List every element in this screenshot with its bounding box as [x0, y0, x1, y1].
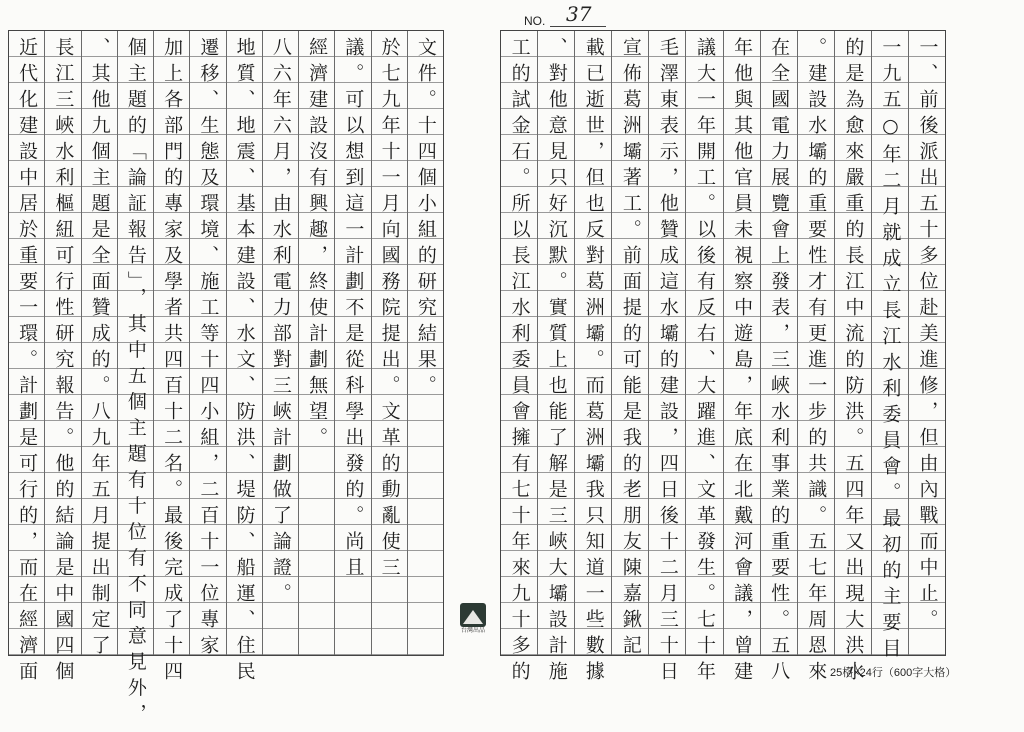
- page-number-label: NO.: [524, 14, 546, 28]
- publisher-logo: [458, 603, 488, 641]
- mountain-logo-icon: [460, 603, 486, 627]
- manuscript-column: 長江三峽水利樞紐可行性研究報告。他的結論是中國四個: [44, 31, 80, 655]
- manuscript-column: 、其他九個主題是全面贊成的。八九年五月提出制定了: [81, 31, 117, 655]
- left-page-grid: [8, 30, 444, 730]
- manuscript-column: 議。可以想到這一計劃不是從科學出發的。尚且: [334, 31, 370, 655]
- manuscript-column: 毛澤東表示，他贊成這水壩的建設，四日後十二月三十日: [648, 31, 685, 655]
- manuscript-column: 一九五○年二月就成立長江水利委員會。最初的主要目: [871, 31, 908, 655]
- manuscript-column: 個主題的「論証報告」，其中五個主題有十位有不同意見外，: [117, 31, 153, 655]
- manuscript-column: 近代化建設中居於重要一環。計劃是可行的，而在經濟面: [9, 31, 44, 655]
- manuscript-column: 經濟建設沒有興趣，終使計劃無望。: [298, 31, 334, 655]
- manuscript-column: 於七九年十一月向國務院提出。文革的動亂使三: [371, 31, 407, 655]
- manuscript-column: 。建設水壩的重要性才有更進一步的共識。五七年周恩來: [797, 31, 834, 655]
- paper-spec-label: 25格×24行（600字大格）: [830, 667, 957, 679]
- manuscript-column: 年他與其他官員未視察中遊島，年底在北戴河會議，曾建: [723, 31, 760, 655]
- manuscript-column: 工的試金石。所以長江水利委員會擁有七十年來九十多的: [501, 31, 537, 655]
- manuscript-column: 文件。十四個小組的研究結果。: [407, 31, 443, 655]
- page-number-underline: [550, 26, 606, 27]
- publisher-logo-caption: 台灣出品: [460, 627, 485, 634]
- manuscript-column: 載已逝世，但也反對葛洲壩。而葛洲壩我只知道一些數據: [574, 31, 611, 655]
- manuscript-column: 遷移、生態及環境、施工等十四小組，二百十一位專家: [189, 31, 225, 655]
- manuscript-column: 加上各部門的專家及學者共四百十二名。最後完成了十四: [153, 31, 189, 655]
- page-number-value: 37: [566, 2, 592, 26]
- manuscript-column: 在全國電力展覽會上發表，三峽水利事業的重要性。五八: [760, 31, 797, 655]
- manuscript-column: 議大一年開工。以後有反右、大躍進、文革發生。七十年: [685, 31, 722, 655]
- manuscript-column: 宣佈葛洲壩著工。前面提的可能是我的老朋友陳嘉鍬記: [611, 31, 648, 655]
- manuscript-column: 、對他意見只好沉默。實質上也能了解是三峽大壩設計施: [537, 31, 574, 655]
- manuscript-column: 地質、地震、基本建設、水文、防洪、堤防、船運、住民: [226, 31, 262, 655]
- manuscript-column: 一、前後派出五十多位赴美進修，但由內戰而中止。: [908, 31, 945, 655]
- manuscript-column: 的是為愈來嚴重的長江中流的防洪。五四年又出現大洪水: [834, 31, 871, 655]
- manuscript-column: 八六年六月，由水利電力部對三峽計劃做了論證。: [262, 31, 298, 655]
